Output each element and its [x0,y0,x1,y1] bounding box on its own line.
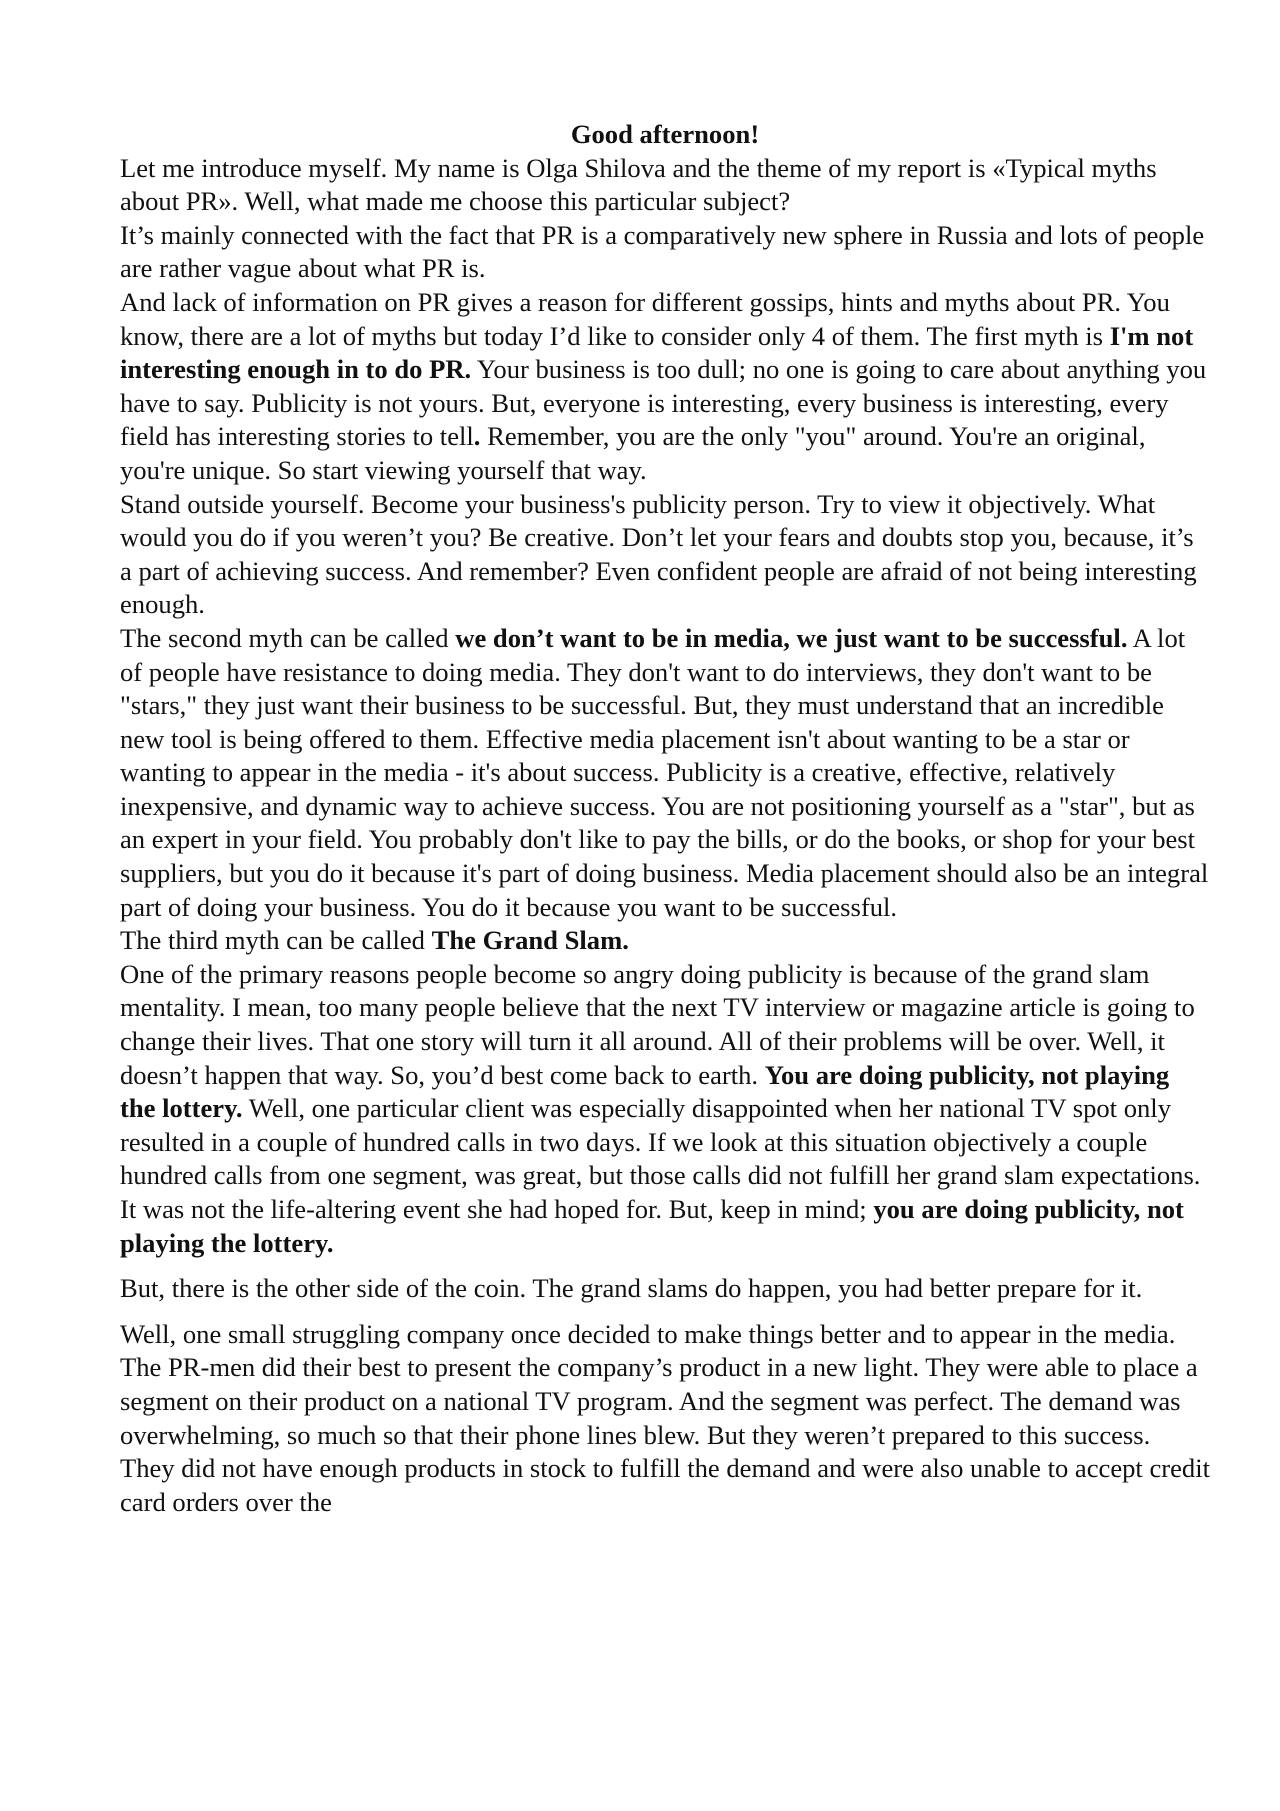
paragraph-text: A lot of people have resistance to doing media. They don't want to do interviews, they don't want to be "stars," they just want their business to be successful. But, they must understand that an incredible new tool is being offered to them. Effective media placement isn't about wanting to be a star or wanting to appear in the media - it's about success. Publicity is a creative, effective, relatively inexpensive, and dynamic way to achieve success. You are not positioning yourself as a "star", but as an expert in your field. You probably don't like to pay the bills, or do the books, or shop for your best suppliers, but you do it because it's part of doing business. Media placement should also be an integral part of doing your business. You do it because you want to be successful. [120,622,1209,922]
paragraph-text: The third myth can be called [120,925,432,956]
myth-two-heading: we don’t want to be in media, we just want to be successful. [455,622,1128,653]
paragraph-text: One of the primary reasons people become so angry doing publicity is because of the grand slam mentality. I mean, too many people believe that the next TV interview or magazine article is going to change their lives. That one story will turn it all around. All of their problems will be over. Well, it doesn’t happen that way. So, you’d best come back to earth. [120,958,1195,1090]
paragraph-text: And lack of information on PR gives a reason for different gossips, hints and myths about PR. You know, there are a lot of myths but today I’d like to consider only 4 of them. The first myth is [120,286,1170,351]
paragraph-intro [120,152,1210,219]
paragraph-text: But, there is the other side of the coin. The grand slams do happen, you had better prepare for it. [120,1273,1143,1304]
paragraph-first-myth [120,286,1210,488]
paragraph-other-side [120,1272,1210,1306]
emphasis-lottery-repeat: you are doing publicity, not playing the lottery. [120,1194,1184,1258]
bold-period: . [473,421,481,452]
paragraph-text: Stand outside yourself. Become your business's publicity person. Try to view it objectively. What would you do if you weren’t you? Be creative. Don’t let your fears and doubts stop you, because, it’s a part of achieving success. And remember? Even confident people are afraid of not being interesting enough. [120,488,1197,620]
document-body [120,118,1210,1519]
paragraph-third-myth [120,924,1210,958]
paragraph-context [120,219,1210,286]
page-title: Good afternoon! [570,119,760,149]
paragraph-company-story [120,1318,1210,1520]
myth-three-heading: The Grand Slam. [431,925,629,956]
paragraph-text: Remember, you are the only "you" around. You're an original, you're unique. So start viewing yourself that way. [120,421,1146,485]
paragraph-text: Well, one small struggling company once decided to make things better and to appear in the media. The PR-men did their best to present the company’s product in a new light. They were able to place a segment on their product on a national TV program. And the segment was perfect. The demand was overwhelming, so much so that their phone lines blew. But they weren’t prepared to this success. They did not have enough products in stock to fulfill the demand and were also unable to accept credit card orders over the [120,1318,1211,1517]
myth-one-heading: I'm not interesting enough in to do PR. [120,320,1194,385]
paragraph-text: It’s mainly connected with the fact that PR is a comparatively new sphere in Russia and lots of people are rather vague about what PR is. [120,219,1205,284]
paragraph-second-myth [120,622,1210,924]
paragraph-text: Well, one particular client was especially disappointed when her national TV spot only resulted in a couple of hundred calls in two days. If we look at this situation objectively a couple hundred calls from one segment, was great, but those calls did not fulfill her grand slam expectations. It was not the life-altering event she had hoped for. But, keep in mind; [120,1093,1201,1224]
paragraph-text: Let me introduce myself. My name is Olga Shilova and the theme of my report is «Typical myths about PR». Well, what made me choose this particular subject? [120,152,1157,217]
paragraph-stand-outside [120,488,1210,622]
paragraph-text: The second myth can be called [120,622,456,653]
paragraph-grand-slam [120,958,1210,1260]
paragraph-text: Your business is too dull; no one is going to care about anything you have to say. Publicity is not yours. But, everyone is interesting, every business is interesting, every field has interesting stories to tell [120,354,1207,452]
emphasis-lottery: You are doing publicity, not playing the lottery. [120,1059,1170,1124]
